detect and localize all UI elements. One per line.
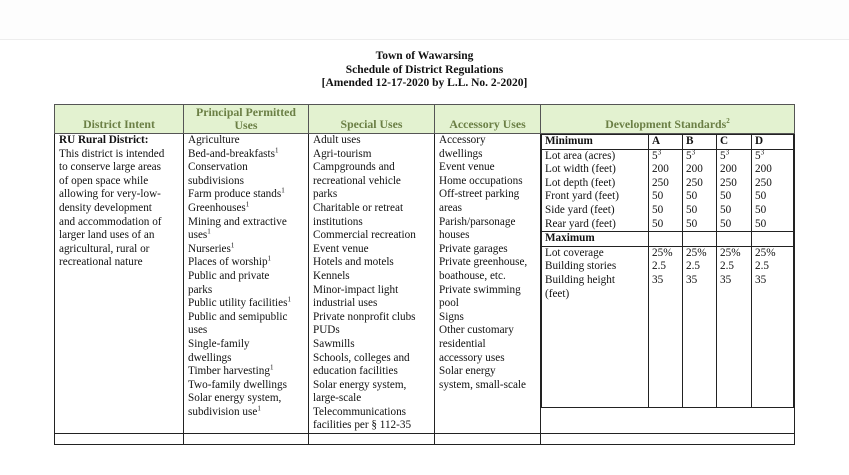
accessory-use-item: Event venue [439,161,495,174]
standard-value: 250 [720,176,737,189]
principal-use-item: Solar energy system, [188,392,282,405]
standard-value: 50 [755,203,767,216]
dev-maximum-header-row [542,232,794,247]
district-regulations-table [54,104,795,445]
standard-value: 200 [686,163,703,176]
empty-cell [649,232,683,247]
standard-value: 35 [720,273,732,286]
footnote-marker: 1 [274,145,279,154]
title-line-town: Town of Wawarsing [375,50,474,62]
standard-value: 50 [720,190,732,203]
intent-line: This district is intended [59,147,165,160]
column-c-minimum-values [717,149,752,232]
standard-label: Building height [545,273,615,286]
district-intent-cell [55,134,184,434]
column-d-minimum-values [752,149,794,232]
standard-value: 200 [652,163,669,176]
column-a-minimum-values [649,149,683,232]
intent-line: to conserve large areas [59,161,161,174]
dev-maximum-rows [542,246,794,407]
footnote-marker: 2 [726,117,730,126]
special-use-item: Private nonprofit clubs [313,310,416,323]
intent-line: agricultural, rural or [59,242,150,255]
special-use-item: parks [313,188,338,201]
standard-value: 35 [686,273,698,286]
header-row [55,105,795,134]
footnote-marker: 1 [281,186,285,195]
accessory-use-item: accessory uses [439,351,505,364]
intent-line: recreational nature [59,256,143,269]
footnote-marker: 3 [725,147,730,156]
special-use-item: Solar energy system, [313,378,407,391]
next-row-partial [55,434,795,445]
standard-label: Lot coverage [545,246,604,259]
principal-use-item: Farm produce stands$^1$ [188,186,285,201]
standard-value: 50 [652,217,664,230]
standard-label: Lot area (acres) [545,149,616,162]
standard-value: 2.5 [755,260,769,273]
standard-value: 25% [755,246,776,259]
standard-value: 200 [755,163,772,176]
minimum-labels [542,149,649,232]
principal-use-item: Mining and extractive [188,215,287,228]
footnote-marker: 1 [257,404,261,413]
empty-cell [752,232,794,247]
accessory-use-item: Accessory [439,134,486,146]
footnote-marker: 1 [207,227,211,236]
principal-use-item: Timber harvesting$^1$ [188,363,274,378]
header-district-intent: District Intent [55,105,184,134]
empty-cell [717,232,752,247]
column-b-minimum-values [683,149,717,232]
title-line-amended: [Amended 12-17-2020 by L.L. No. 2-2020] [321,77,528,89]
special-use-item: Charitable or retreat [313,201,404,214]
special-use-item: facilities per § 112-35 [313,419,412,432]
accessory-use-item: Solar energy [439,365,496,378]
column-c-maximum-values [717,246,752,407]
accessory-use-item: Home occupations [439,174,523,187]
accessory-use-item: residential [439,337,486,350]
principal-use-item: Greenhouses$^1$ [188,200,250,214]
standard-label: Building stories [545,260,617,273]
intent-line: larger land uses of an [59,229,155,242]
accessory-use-item: houses [439,229,470,242]
footnote-marker: 3 [657,147,662,156]
accessory-use-item: pool [439,297,459,310]
principal-use-item: Public and semipublic [188,310,288,323]
header-special-uses: Special Uses [309,105,435,134]
footnote-marker: 1 [287,295,291,304]
dev-column-header: B [683,135,717,150]
district-intent-text [59,148,179,270]
principal-uses-cell [184,134,309,434]
special-use-item: Campgrounds and [313,161,395,174]
special-use-item: education facilities [313,365,398,378]
standard-value: 25% [686,246,707,259]
standard-value: 50 [720,203,732,216]
principal-use-item: Conservation [188,161,248,174]
principal-use-item: Public and private [188,269,270,282]
special-use-item: large-scale [313,392,362,405]
principal-use-item: subdivisions [188,174,244,187]
standard-value: 25% [652,246,673,259]
special-use-item: Agri-tourism [313,147,372,160]
standard-value: 25% [720,246,741,259]
dev-minimum-rows [542,149,794,232]
title-line-schedule: Schedule of District Regulations [345,63,504,76]
accessory-uses-cell [435,134,541,434]
principal-use-item: Two-family dwellings [188,378,287,391]
dev-column-header: D [752,135,794,150]
special-use-item: Kennels [313,269,350,282]
principal-use-item: Agriculture [188,134,240,146]
document-title [0,50,849,91]
minimum-label: Minimum [542,135,649,150]
footnote-marker: 1 [230,241,235,250]
intent-line: density development [59,201,152,214]
special-use-item: industrial uses [313,297,378,310]
principal-use-item: uses [188,324,208,337]
viewer-top-bar [0,0,849,40]
special-use-item: PUDs [313,324,340,337]
accessory-use-item: system, small-scale [439,378,526,391]
standard-value: 250 [686,176,703,189]
development-standards-table [541,134,794,408]
standard-value: 50 [652,190,664,203]
special-use-item: Schools, colleges and [313,351,410,364]
standard-value: 250 [652,176,669,189]
maximum-label: Maximum [542,232,649,247]
standard-value: 2.5 [652,260,666,273]
maximum-labels [542,246,649,407]
standard-label: Front yard (feet) [545,190,619,203]
footnote-marker: 1 [269,363,274,372]
special-use-item: Sawmills [313,337,355,350]
header-development-standards [541,105,795,134]
principal-use-item: Public utility facilities$^1$ [188,295,291,310]
principal-use-item: dwellings [188,351,232,364]
principal-use-item: Bed-and-breakfasts$^1$ [188,145,279,160]
district-row [55,134,795,434]
standard-value: 50 [720,217,732,230]
intent-line: allowing for very-low- [59,188,161,201]
special-use-item: Commercial recreation [313,229,416,242]
standard-value: 250 [755,176,772,189]
dev-header-row [542,135,794,150]
accessory-use-item: Private garages [439,242,508,255]
standard-value: 200 [720,163,737,176]
principal-use-item: parks [188,283,213,296]
footnote-marker: 3 [760,147,765,156]
accessory-use-item: boathouse, etc. [439,269,506,282]
footnote-marker: 3 [691,147,696,156]
special-use-item: Telecommunications [313,405,407,418]
standard-value: 2.5 [686,260,700,273]
empty-cell [683,232,717,247]
column-a-maximum-values [649,246,683,407]
standard-label: Side yard (feet) [545,203,615,216]
intent-line: and accommodation of [59,215,162,228]
standard-value: 50 [755,190,767,203]
footnote-marker: 1 [267,254,272,263]
header-principal-uses: Principal Permitted Uses [184,105,309,134]
special-use-item: Adult uses [313,134,361,146]
principal-use-item: Places of worship$^1$ [188,254,272,269]
accessory-use-item: Parish/parsonage [439,215,516,228]
accessory-use-item: Off-street parking [439,188,520,201]
dev-column-header: A [649,135,683,150]
special-use-item: Minor-impact light [313,283,399,296]
special-uses-cell [309,134,435,434]
standard-label: Lot depth (feet) [545,176,616,189]
accessory-use-item: Private greenhouse, [439,256,528,269]
special-use-item: recreational vehicle [313,174,401,187]
principal-use-item: Nurseries$^1$ [188,241,235,255]
standard-label: Lot width (feet) [545,163,616,176]
accessory-use-item: areas [439,201,462,214]
standard-label: Rear yard (feet) [545,217,616,230]
accessory-use-item: Other customary [439,324,514,337]
special-use-item: Event venue [313,242,369,255]
column-d-maximum-values [752,246,794,407]
footnote-marker: 1 [245,200,250,209]
accessory-use-item: dwellings [439,147,483,160]
intent-line: of open space while [59,174,149,187]
standard-value: 50 [755,217,767,230]
dev-standards-label: Development Standards [605,117,727,132]
standard-value: $5^3$ [720,147,730,162]
standard-value: 50 [686,190,698,203]
principal-use-item: Single-family [188,337,250,350]
standard-value: 35 [652,273,664,286]
principal-use-item: uses$^1$ [188,227,211,242]
standard-value: 50 [652,203,664,216]
standard-value: 2.5 [720,260,734,273]
district-name: RU Rural District: [59,134,149,146]
standard-value: 50 [686,217,698,230]
header-accessory-uses: Accessory Uses [435,105,541,134]
accessory-use-item: Signs [439,310,464,323]
development-standards-cell [541,134,795,434]
column-b-maximum-values [683,246,717,407]
principal-use-item: subdivision use$^1$ [188,404,261,418]
standard-label: (feet) [545,287,570,300]
standard-value: $5^3$ [755,147,765,162]
special-use-item: institutions [313,215,363,228]
dev-column-header: C [717,135,752,150]
standard-value: 50 [686,203,698,216]
standard-value: $5^3$ [686,147,696,162]
standard-value: $5^3$ [652,147,662,162]
special-use-item: Hotels and motels [313,256,394,269]
accessory-use-item: Private swimming [439,283,521,296]
standard-value: 35 [755,273,767,286]
